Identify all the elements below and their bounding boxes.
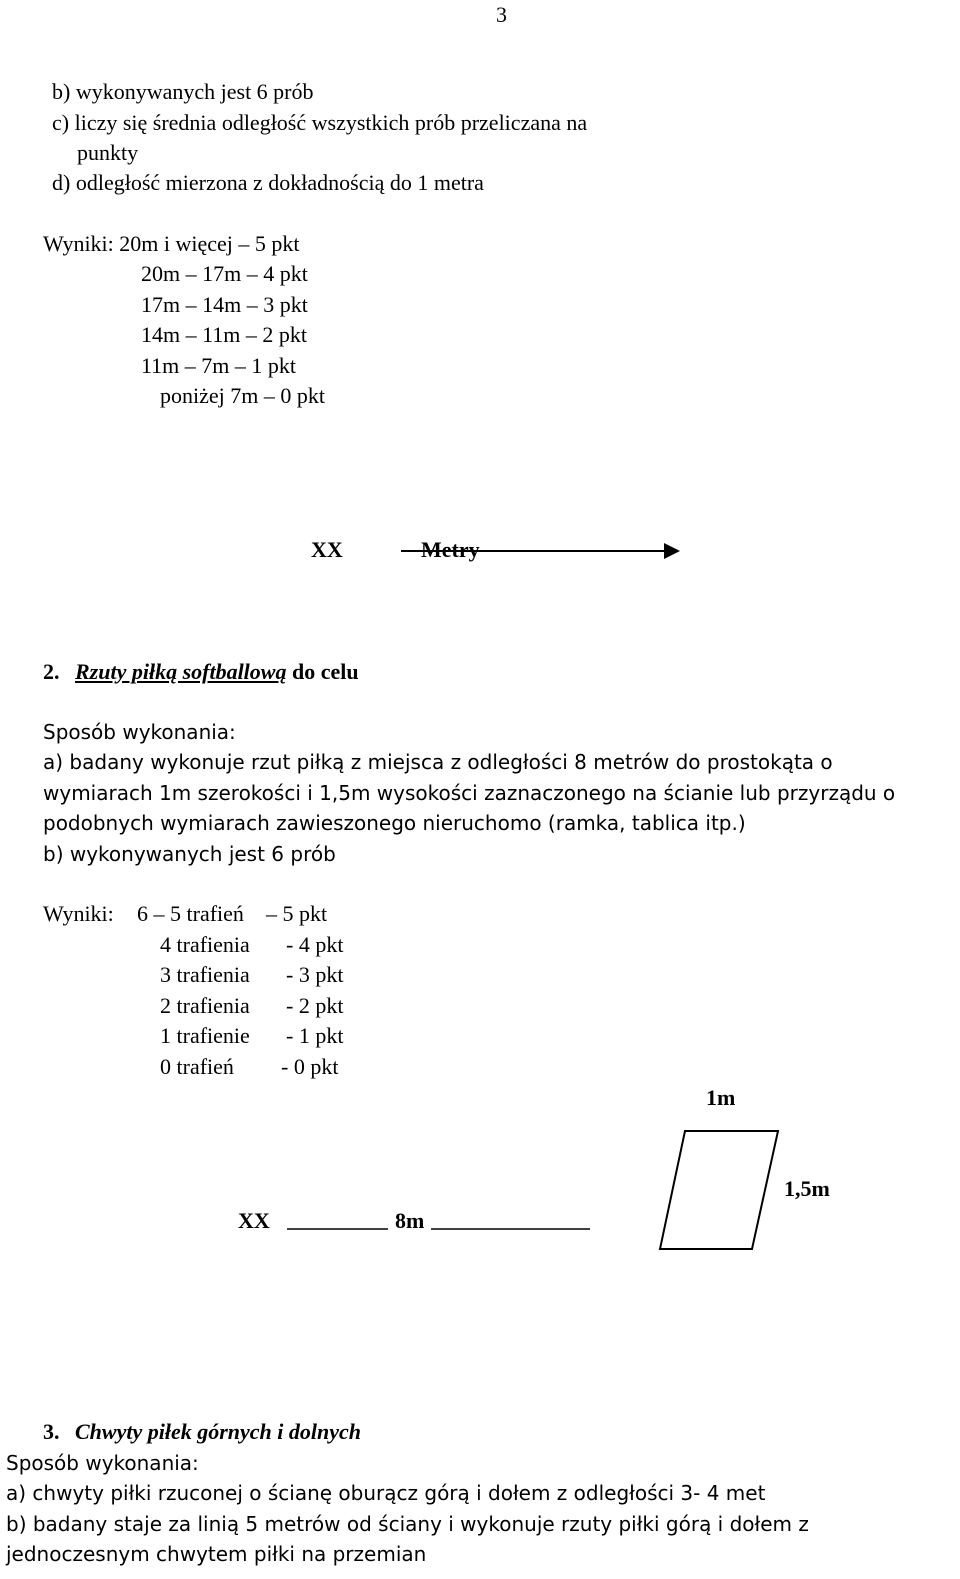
s1-item-b: b) wykonywanych jest 6 prób <box>52 79 314 104</box>
s2-result-hits: 4 trafienia <box>160 932 250 957</box>
s1-item-c-line2: punkty <box>77 140 139 165</box>
s1-result-row: Wyniki: 20m i więcej – 5 pkt <box>43 231 300 256</box>
s2-target-height-label: 1,5m <box>784 1176 830 1201</box>
s2-title-rest: do celu <box>291 659 359 684</box>
s2-result-hits: 0 trafień <box>160 1054 234 1079</box>
s1-result-row: 14m – 11m – 2 pkt <box>141 322 308 347</box>
s3-number: 3. <box>43 1419 60 1444</box>
s2-target-width-label: 1m <box>706 1085 736 1110</box>
s2-result-points: - 0 pkt <box>281 1054 339 1079</box>
s1-result-row: 17m – 14m – 3 pkt <box>141 292 308 317</box>
s1-item-c-line1: c) liczy się średnia odległość wszystkich prób przeliczana na <box>52 110 588 135</box>
s2-result-points: - 2 pkt <box>286 993 344 1018</box>
s2-result-points: – 5 pkt <box>266 901 328 926</box>
s1-item-d: d) odległość mierzona z dokładnością do 1 metra <box>52 170 484 195</box>
page-number: 3 <box>496 2 507 27</box>
s1-result-row: poniżej 7m – 0 pkt <box>160 383 325 408</box>
s3-line: b) badany staje za linią 5 metrów od ściany i wykonuje rzuty piłki górą i dołem z <box>6 1512 809 1536</box>
s2-result-hits: 1 trafienie <box>160 1023 250 1048</box>
s2-title-italic: Rzuty piłką softballową <box>75 659 287 684</box>
s2-result-hits: 3 trafienia <box>160 962 250 987</box>
s2-results-label: Wyniki: <box>43 901 114 926</box>
s3-line: jednoczesnym chwytem piłki na przemian <box>6 1542 427 1566</box>
s2-diagram-distance: 8m <box>395 1208 425 1233</box>
s2-desc-line: wymiarach 1m szerokości i 1,5m wysokości zaznaczonego na ścianie lub przyrządu o <box>43 781 896 805</box>
s1-result-row: 11m – 7m – 1 pkt <box>141 353 297 378</box>
s2-result-points: - 4 pkt <box>286 932 344 957</box>
s2-result-hits: 2 trafienia <box>160 993 250 1018</box>
s3-line: a) chwyty piłki rzuconej o ścianę oburącz górą i dołem z odległości 3- 4 met <box>6 1481 766 1505</box>
s2-desc-line: b) wykonywanych jest 6 prób <box>43 842 336 866</box>
s2-desc-line: a) badany wykonuje rzut piłką z miejsca z odległości 8 metrów do prostokąta o <box>43 750 833 774</box>
s2-number: 2. <box>43 659 60 684</box>
s3-heading <box>43 1419 361 1445</box>
s2-result-points: - 3 pkt <box>286 962 344 987</box>
s2-desc-line: podobnych wymiarach zawieszonego nieruchomo (ramka, tablica itp.) <box>43 811 746 835</box>
s3-method-label: Sposób wykonania: <box>6 1451 199 1475</box>
s2-method-label: Sposób wykonania: <box>43 720 236 744</box>
s1-diagram-label: Metry <box>421 537 480 562</box>
s1-diagram-start: XX <box>311 537 343 562</box>
s2-target-frame <box>660 1131 778 1249</box>
s3-title: Chwyty piłek górnych i dolnych <box>75 1419 361 1444</box>
s1-result-row: 20m – 17m – 4 pkt <box>141 261 308 286</box>
s2-result-hits: 6 – 5 trafień <box>137 901 244 926</box>
s2-result-points: - 1 pkt <box>286 1023 344 1048</box>
s2-diagram-start: XX <box>238 1208 270 1233</box>
